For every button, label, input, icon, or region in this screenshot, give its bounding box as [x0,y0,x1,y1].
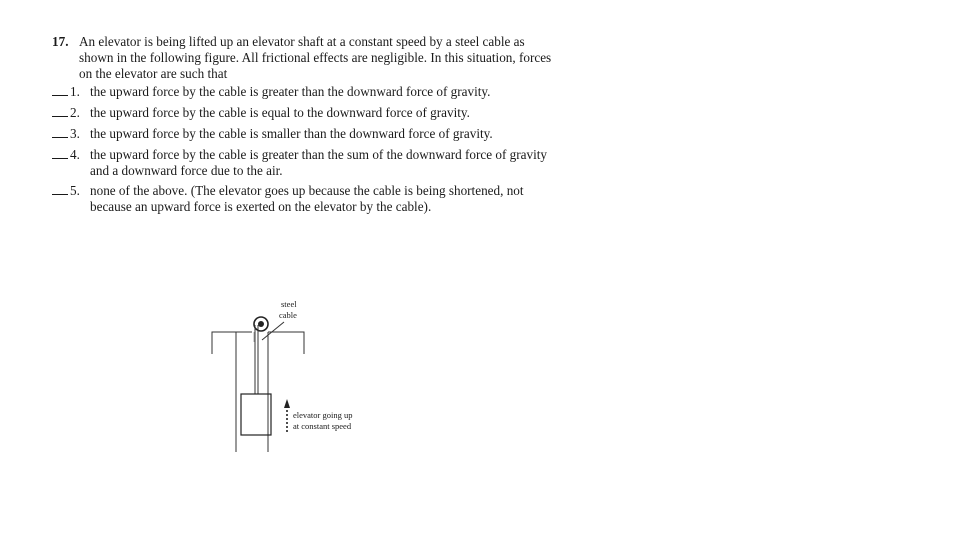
cable-label-line-2: cable [279,310,297,320]
option-text: the upward force by the cable is greater than the sum of the downward force of gravity and a downward force due to the air. [90,146,547,178]
up-arrow-icon [284,399,290,432]
motion-label-line-1: elevator going up [293,410,353,420]
question-number: 17. [52,34,69,49]
pulley-icon [254,317,268,331]
option-text: none of the above. (The elevator goes up because the cable is being shortened, not because an upward force is exerted on the elevator by the cable). [90,183,524,215]
steel-cable [255,325,258,394]
cable-label-line-1: steel [281,299,297,309]
option-text: the upward force by the cable is equal to the downward force of gravity. [90,105,470,121]
question-stem: An elevator is being lifted up an elevator shaft at a constant speed by a steel cable as shown in the following figure. All frictional effects are negligible. In this situation, forces on the elevator are such that [79,34,552,81]
option-number: 4. [70,146,80,162]
motion-label-line-2: at constant speed [293,421,352,431]
option-text: the upward force by the cable is greater than the downward force of gravity. [90,84,491,100]
option-text: the upward force by the cable is smaller than the downward force of gravity. [90,125,493,141]
option-number: 5. [70,183,80,199]
option-number: 1. [70,84,80,100]
option-number: 3. [70,125,80,141]
cable-pointer [262,322,284,340]
option-number: 2. [70,105,80,121]
elevator-car [241,394,271,435]
